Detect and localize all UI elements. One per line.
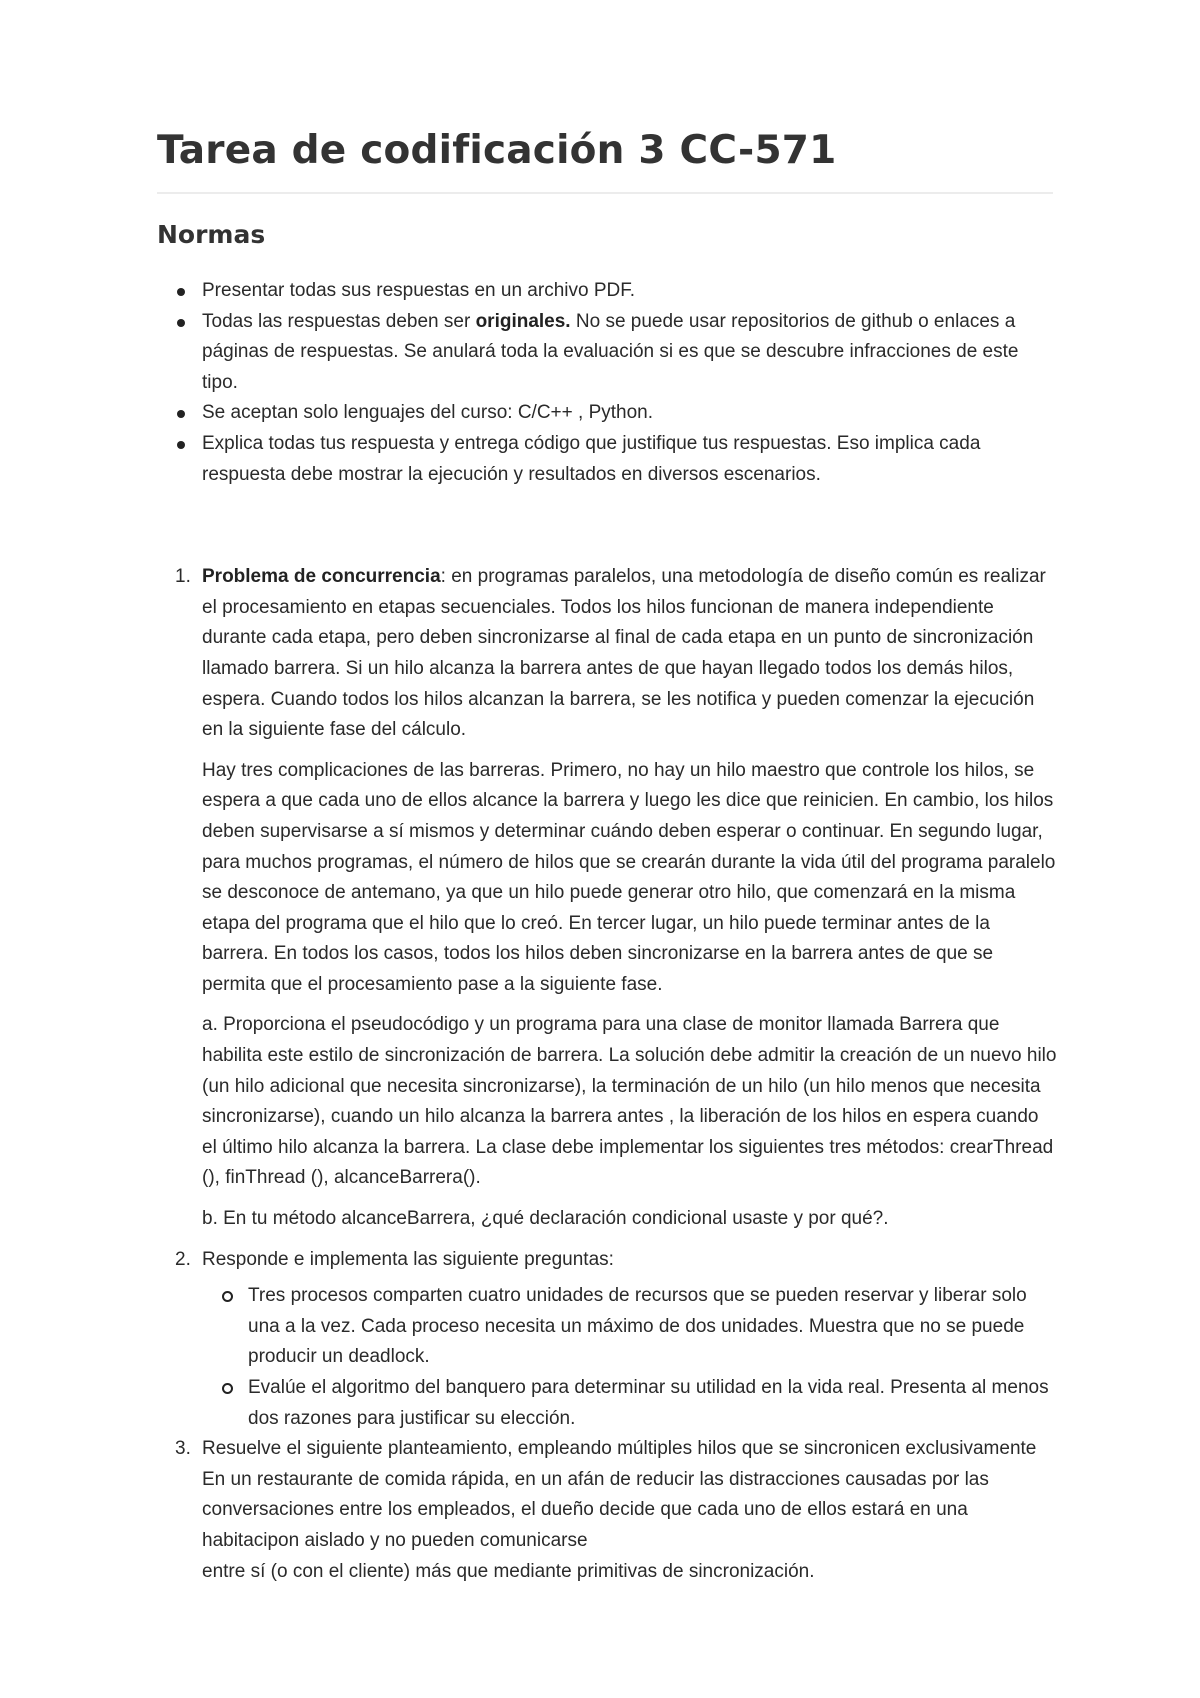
problem-3-line-2: En un restaurante de comida rápida, en un afán de reducir las distracciones causadas por las conversaciones entre los empleados, el dueño decide que cada uno de ellos estará en una habitacipon aislado y no pueden comunicarse: [202, 1468, 989, 1551]
problem-3-line-1: Resuelve el siguiente planteamiento, empleando múltiples hilos que se sincronicen exclusivamente: [202, 1438, 1037, 1460]
title-divider: [157, 192, 1053, 194]
problem-1-paragraph-2: Hay tres complicaciones de las barreras. Primero, no hay un hilo maestro que controle los hilos, se espera a que cada uno de ellos alcance la barrera y luego les dice que reinicien. En cambio, los hilos deben supervisarse a sí mismos y determinar cuándo deben esperar o continuar. En segundo lugar, para muchos programas, el número de hilos que se crearán durante la vida útil del programa paralelo se desconoce de antemano, ya que un hilo puede generar otro hilo, que comenzará en la misma etapa del programa que el hilo que lo creó. En tercer lugar, un hilo puede terminar antes de la barrera. En todos los casos, todos los hilos deben sincronizarse en la barrera antes de que se permita que el procesamiento pase a la siguiente fase.: [202, 759, 1056, 995]
page-title: Tarea de codificación 3 CC-571: [157, 128, 837, 173]
emphasis: originales.: [475, 310, 571, 332]
problem-1: [175, 562, 1057, 1234]
problem-2-text: Responde e implementa las siguiente preguntas:: [202, 1248, 614, 1270]
list-number: 3.: [175, 1438, 191, 1460]
rules-list: [157, 276, 1057, 490]
problem-3: [175, 1434, 1057, 1587]
sub-item: Tres procesos comparten cuatro unidades de recursos que se pueden reservar y liberar solo una a la vez. Cada proceso necesita un máximo de dos unidades. Muestra que no se puede producir un deadlock.: [248, 1281, 1057, 1373]
rule-item: Explica todas tus respuesta y entrega código que justifique tus respuestas. Eso implica cada respuesta debe mostrar la ejecución y resultados en diversos escenarios.: [202, 429, 1057, 490]
problem-1-part-a: a. Proporciona el pseudocódigo y un programa para una clase de monitor llamada Barrera que habilita este estilo de sincronización de barrera. La solución debe admitir la creación de un nuevo hilo (un hilo adicional que necesita sincronizarse), la terminación de un hilo (un hilo menos que necesita sincronizarse), cuando un hilo alcanza la barrera antes , la liberación de los hilos en espera cuando el último hilo alcanza la barrera. La clase debe implementar los siguientes tres métodos: crearThread (), finThread (), alcanceBarrera().: [202, 1014, 1057, 1189]
document-body: [157, 276, 1057, 1587]
problem-3-line-3: entre sí (o con el cliente) más que mediante primitivas de sincronización.: [202, 1560, 815, 1582]
rule-item: Todas las respuestas deben ser originales. No se puede usar repositorios de github o enlaces a páginas de respuestas. Se anulará toda la evaluación si es que se descubre infracciones de este tipo.: [202, 307, 1057, 399]
section-heading: Normas: [157, 220, 266, 249]
problem-2: [175, 1245, 1057, 1435]
list-number: 1.: [175, 566, 191, 588]
rule-item: Se aceptan solo lenguajes del curso: C/C++ , Python.: [202, 398, 1057, 429]
sub-item: Evalúe el algoritmo del banquero para determinar su utilidad en la vida real. Presenta al menos dos razones para justificar su elección.: [248, 1373, 1057, 1434]
rule-item: Presentar todas sus respuestas en un archivo PDF.: [202, 276, 1057, 307]
problem-1-part-b: b. En tu método alcanceBarrera, ¿qué declaración condicional usaste y por qué?.: [202, 1208, 889, 1230]
problems-list: [157, 562, 1057, 1587]
problem-1-intro: Problema de concurrencia: en programas paralelos, una metodología de diseño común es realizar el procesamiento en etapas secuenciales. Todos los hilos funcionan de manera independiente durante cada etapa, pero deben sincronizarse al final de cada etapa en un punto de sincronización llamado barrera. Si un hilo alcanza la barrera antes de que hayan llegado todos los demás hilos, espera. Cuando todos los hilos alcanzan la barrera, se les notifica y pueden comenzar la ejecución en la siguiente fase del cálculo.: [202, 566, 1046, 741]
list-number: 2.: [175, 1248, 191, 1270]
problem-1-title: Problema de concurrencia: [202, 566, 441, 588]
problem-2-sublist: [202, 1281, 1057, 1434]
